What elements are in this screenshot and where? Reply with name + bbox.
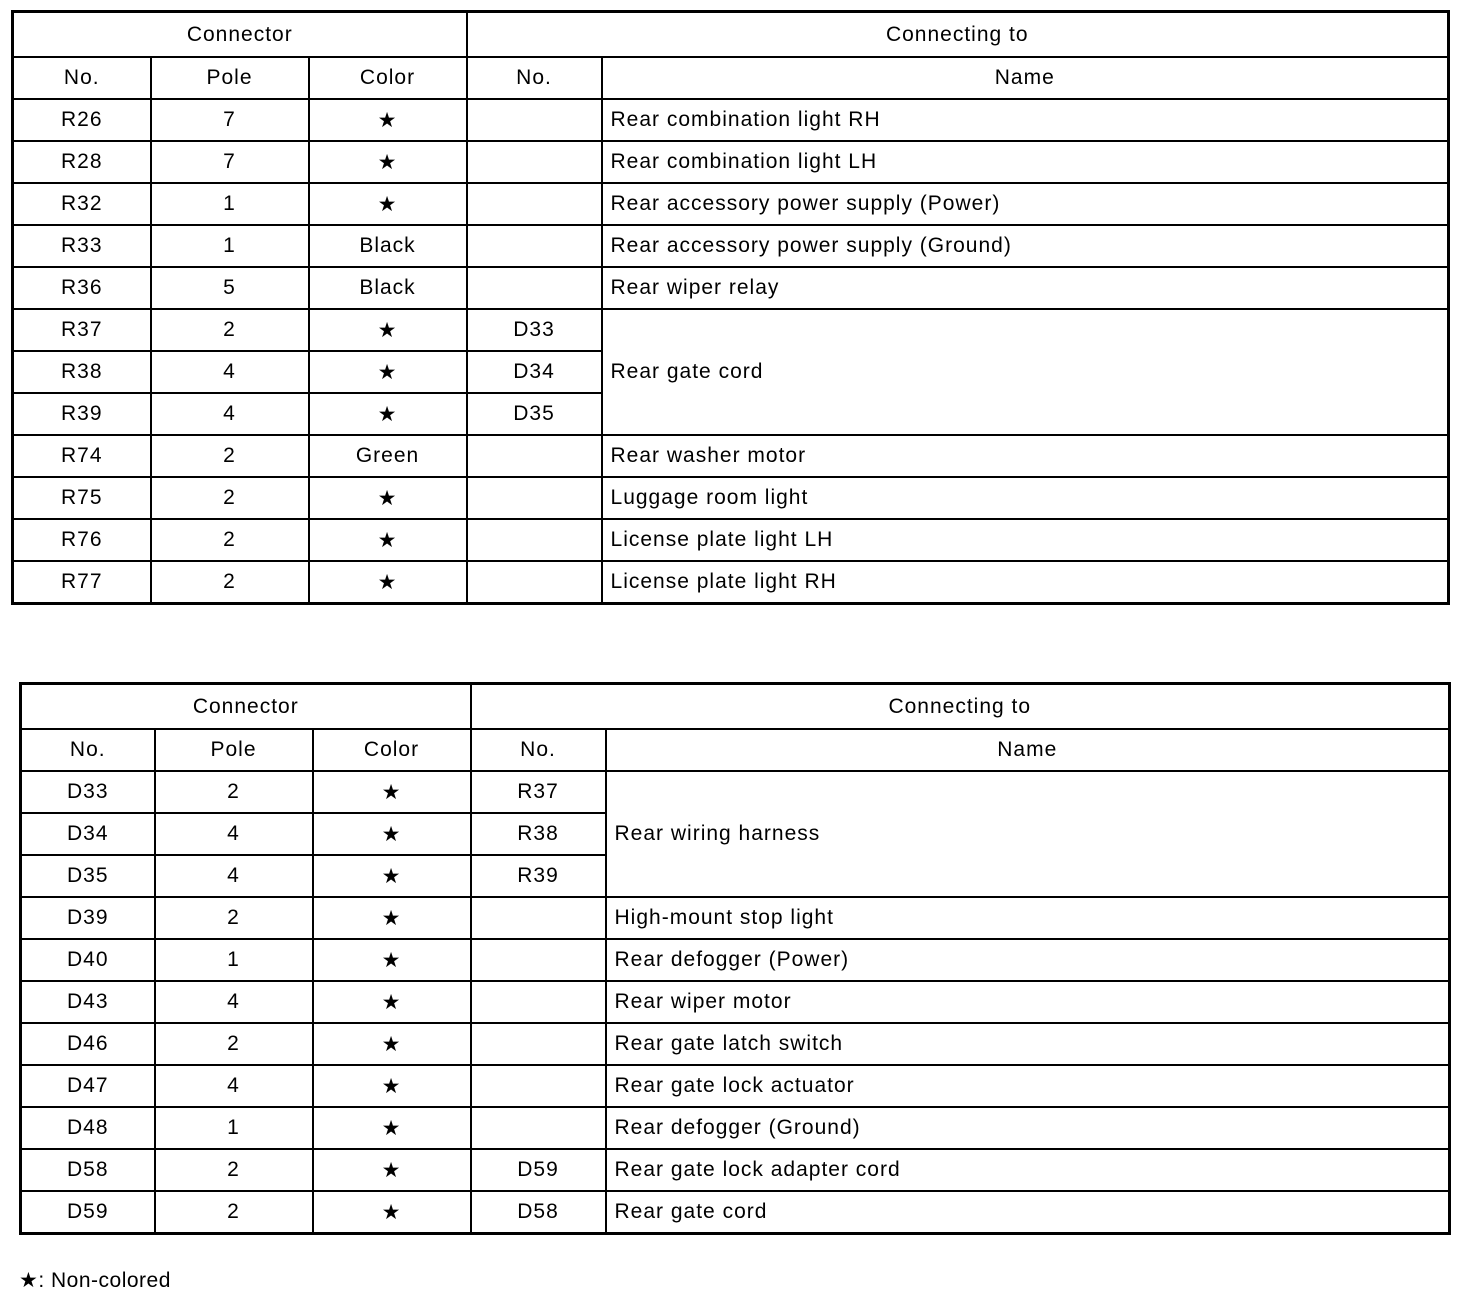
connector-table-2 xyxy=(19,682,1451,1235)
name-cell: Rear gate cord xyxy=(606,1191,1450,1234)
pole-cell: 4 xyxy=(151,393,309,435)
name-cell: Rear gate lock actuator xyxy=(606,1065,1450,1107)
connector-no-cell: D46 xyxy=(21,1023,155,1065)
connecting-no-cell xyxy=(467,519,602,561)
pole-cell: 2 xyxy=(155,1023,313,1065)
name-cell: Rear defogger (Ground) xyxy=(606,1107,1450,1149)
table-row xyxy=(13,561,1449,604)
color-cell: ★ xyxy=(309,141,467,183)
color-cell: ★ xyxy=(309,561,467,604)
name-cell: Rear gate cord xyxy=(602,309,1449,435)
connecting-no-cell xyxy=(471,1023,606,1065)
connector-no-cell: R37 xyxy=(13,309,151,351)
table-row xyxy=(13,267,1449,309)
table-row xyxy=(13,435,1449,477)
color-cell: ★ xyxy=(309,519,467,561)
table-row xyxy=(21,981,1450,1023)
name-cell: Luggage room light xyxy=(602,477,1449,519)
name-cell: License plate light RH xyxy=(602,561,1449,604)
color-cell: ★ xyxy=(313,1023,471,1065)
color-cell: ★ xyxy=(313,981,471,1023)
table-row xyxy=(13,99,1449,141)
name-cell: Rear gate lock adapter cord xyxy=(606,1149,1450,1191)
color-cell: ★ xyxy=(313,813,471,855)
color-cell: Black xyxy=(309,225,467,267)
table-row xyxy=(21,897,1450,939)
connecting-to-header: Connecting to xyxy=(471,684,1450,730)
color-cell: ★ xyxy=(309,183,467,225)
color-cell: ★ xyxy=(313,1191,471,1234)
connector-no-cell: D47 xyxy=(21,1065,155,1107)
name-cell: License plate light LH xyxy=(602,519,1449,561)
table-row xyxy=(21,1023,1450,1065)
connector-no-cell: R26 xyxy=(13,99,151,141)
name-cell: Rear gate latch switch xyxy=(606,1023,1450,1065)
connector-no-cell: R32 xyxy=(13,183,151,225)
pole-cell: 7 xyxy=(151,141,309,183)
connector-no-cell: D40 xyxy=(21,939,155,981)
pole-cell: 2 xyxy=(151,519,309,561)
table-row xyxy=(13,519,1449,561)
table-row xyxy=(21,1191,1450,1234)
connector-no-cell: D35 xyxy=(21,855,155,897)
pole-cell: 2 xyxy=(151,477,309,519)
pole-cell: 1 xyxy=(151,183,309,225)
connector-header: Connector xyxy=(13,12,467,58)
connecting-no-cell xyxy=(467,225,602,267)
color-cell: ★ xyxy=(313,855,471,897)
name-header: Name xyxy=(602,57,1449,99)
table-body xyxy=(21,771,1450,1234)
table-row xyxy=(21,939,1450,981)
name-cell: Rear washer motor xyxy=(602,435,1449,477)
table-row xyxy=(21,1065,1450,1107)
name-cell: Rear combination light RH xyxy=(602,99,1449,141)
color-cell: ★ xyxy=(313,1065,471,1107)
connecting-to-header: Connecting to xyxy=(467,12,1449,58)
table-row xyxy=(13,225,1449,267)
connecting-no-cell: R37 xyxy=(471,771,606,813)
no-header: No. xyxy=(13,57,151,99)
connector-no-cell: D48 xyxy=(21,1107,155,1149)
color-header: Color xyxy=(309,57,467,99)
color-cell: ★ xyxy=(309,309,467,351)
to-no-header: No. xyxy=(467,57,602,99)
connector-header: Connector xyxy=(21,684,471,730)
connecting-no-cell xyxy=(467,183,602,225)
connector-no-cell: R77 xyxy=(13,561,151,604)
pole-cell: 2 xyxy=(151,561,309,604)
name-cell: Rear accessory power supply (Power) xyxy=(602,183,1449,225)
connecting-no-cell xyxy=(471,1107,606,1149)
pole-cell: 7 xyxy=(151,99,309,141)
pole-cell: 2 xyxy=(151,435,309,477)
connector-no-cell: R76 xyxy=(13,519,151,561)
connecting-no-cell xyxy=(471,981,606,1023)
pole-cell: 4 xyxy=(155,981,313,1023)
table-row xyxy=(13,141,1449,183)
color-cell: ★ xyxy=(313,1107,471,1149)
pole-cell: 2 xyxy=(155,1191,313,1234)
connecting-no-cell xyxy=(471,1065,606,1107)
table-row xyxy=(13,477,1449,519)
connecting-no-cell: D33 xyxy=(467,309,602,351)
pole-cell: 1 xyxy=(155,1107,313,1149)
pole-header: Pole xyxy=(151,57,309,99)
name-cell: Rear combination light LH xyxy=(602,141,1449,183)
pole-cell: 1 xyxy=(151,225,309,267)
connector-no-cell: R36 xyxy=(13,267,151,309)
pole-cell: 2 xyxy=(155,771,313,813)
connecting-no-cell xyxy=(467,477,602,519)
pole-cell: 2 xyxy=(155,1149,313,1191)
pole-cell: 2 xyxy=(155,897,313,939)
table-row xyxy=(13,309,1449,351)
table-body xyxy=(13,99,1449,604)
connector-no-cell: D43 xyxy=(21,981,155,1023)
name-cell: Rear wiper relay xyxy=(602,267,1449,309)
legend-note: ★: Non-colored xyxy=(19,1269,171,1292)
connector-no-cell: D34 xyxy=(21,813,155,855)
color-cell: ★ xyxy=(313,1149,471,1191)
connector-no-cell: D33 xyxy=(21,771,155,813)
to-no-header: No. xyxy=(471,729,606,771)
color-cell: ★ xyxy=(309,351,467,393)
table-row xyxy=(21,1149,1450,1191)
connecting-no-cell: R39 xyxy=(471,855,606,897)
color-cell: ★ xyxy=(313,939,471,981)
connector-no-cell: R75 xyxy=(13,477,151,519)
name-header: Name xyxy=(606,729,1450,771)
color-cell: ★ xyxy=(309,393,467,435)
connector-no-cell: R74 xyxy=(13,435,151,477)
table-row xyxy=(21,771,1450,813)
color-cell: ★ xyxy=(309,477,467,519)
connector-no-cell: R33 xyxy=(13,225,151,267)
connecting-no-cell: D58 xyxy=(471,1191,606,1234)
connector-no-cell: D59 xyxy=(21,1191,155,1234)
table-row xyxy=(13,183,1449,225)
pole-header: Pole xyxy=(155,729,313,771)
pole-cell: 1 xyxy=(155,939,313,981)
connecting-no-cell: R38 xyxy=(471,813,606,855)
connecting-no-cell xyxy=(467,267,602,309)
connector-no-cell: D58 xyxy=(21,1149,155,1191)
connecting-no-cell: D34 xyxy=(467,351,602,393)
color-cell: ★ xyxy=(313,897,471,939)
color-cell: ★ xyxy=(309,99,467,141)
connecting-no-cell xyxy=(471,897,606,939)
name-cell: Rear wiring harness xyxy=(606,771,1450,897)
connecting-no-cell xyxy=(471,939,606,981)
name-cell: Rear defogger (Power) xyxy=(606,939,1450,981)
pole-cell: 4 xyxy=(155,855,313,897)
pole-cell: 4 xyxy=(155,813,313,855)
pole-cell: 4 xyxy=(151,351,309,393)
connector-no-cell: R39 xyxy=(13,393,151,435)
color-cell: Green xyxy=(309,435,467,477)
connector-no-cell: R38 xyxy=(13,351,151,393)
name-cell: Rear wiper motor xyxy=(606,981,1450,1023)
pole-cell: 4 xyxy=(155,1065,313,1107)
color-cell: Black xyxy=(309,267,467,309)
connector-table-1 xyxy=(11,10,1450,605)
connecting-no-cell xyxy=(467,141,602,183)
connecting-no-cell xyxy=(467,561,602,604)
name-cell: Rear accessory power supply (Ground) xyxy=(602,225,1449,267)
pole-cell: 5 xyxy=(151,267,309,309)
table-row xyxy=(21,1107,1450,1149)
no-header: No. xyxy=(21,729,155,771)
color-cell: ★ xyxy=(313,771,471,813)
connector-no-cell: R28 xyxy=(13,141,151,183)
color-header: Color xyxy=(313,729,471,771)
connector-no-cell: D39 xyxy=(21,897,155,939)
connecting-no-cell: D59 xyxy=(471,1149,606,1191)
connecting-no-cell xyxy=(467,99,602,141)
connecting-no-cell: D35 xyxy=(467,393,602,435)
connecting-no-cell xyxy=(467,435,602,477)
pole-cell: 2 xyxy=(151,309,309,351)
name-cell: High-mount stop light xyxy=(606,897,1450,939)
